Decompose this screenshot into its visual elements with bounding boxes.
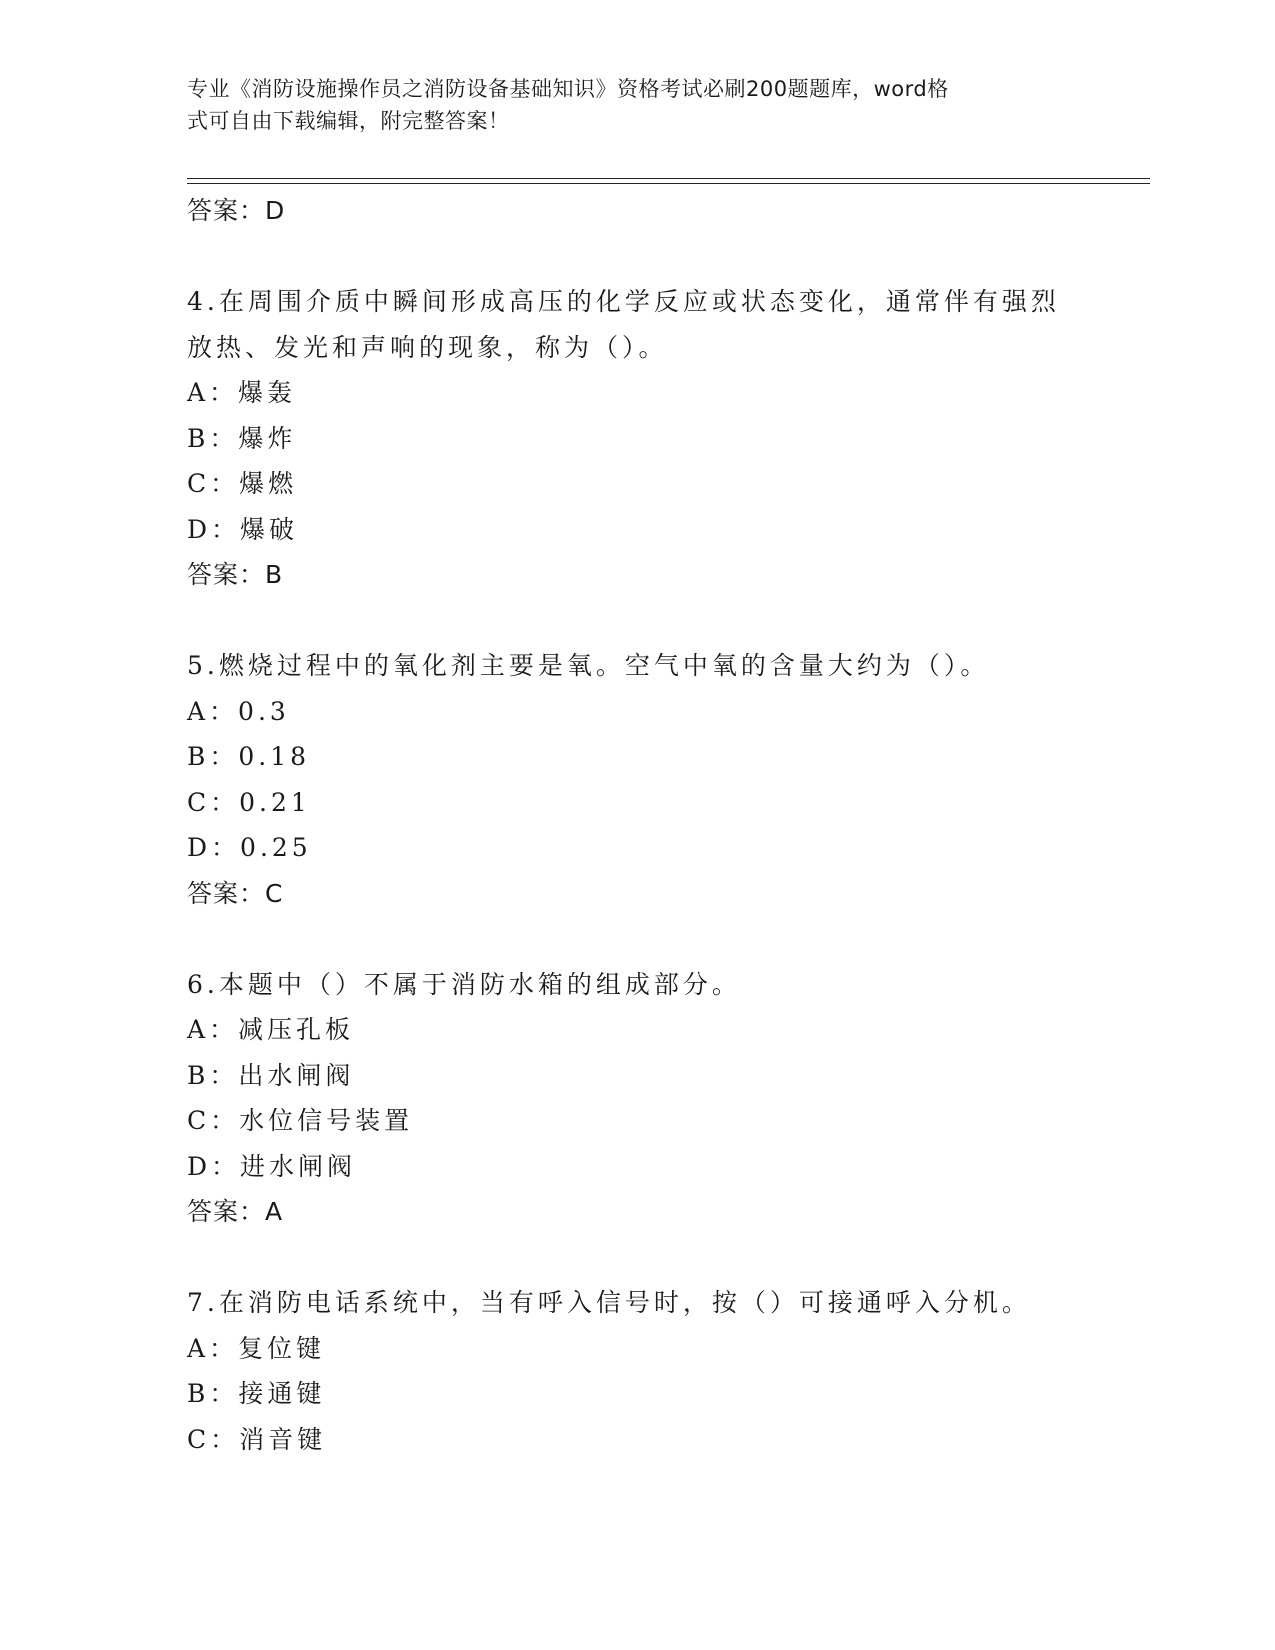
option-c: C：水位信号装置	[187, 1106, 414, 1135]
header-divider-bottom	[187, 183, 1150, 184]
question-block-4	[187, 279, 1147, 598]
option-d: D：0.25	[187, 833, 312, 862]
option-a: A：减压孔板	[187, 1015, 355, 1044]
option-d: D：进水闸阀	[187, 1151, 357, 1181]
option-b: B：0.18	[187, 742, 311, 771]
option-c: C：消音键	[187, 1424, 327, 1454]
option-d: D：爆破	[187, 514, 299, 544]
header-line-2: 式可自由下载编辑，附完整答案！	[187, 109, 510, 133]
question-block-5	[187, 643, 1147, 916]
question-block-7	[187, 1280, 1147, 1462]
option-c: C：0.21	[187, 787, 311, 817]
question-stem: 4.在周围介质中瞬间形成高压的化学反应或状态变化，通常伴有强烈	[187, 287, 1060, 316]
answer-line: 答案：C	[187, 878, 284, 908]
spacer	[187, 916, 1147, 962]
spacer	[187, 234, 1147, 280]
answer-line: 答案：A	[187, 1197, 284, 1226]
spacer	[187, 1235, 1147, 1281]
answer-line: 答案：B	[187, 560, 284, 589]
question-content	[187, 188, 1147, 1462]
question-stem: 5.燃烧过程中的氧化剂主要是氧。空气中氧的含量大约为（）。	[187, 651, 990, 680]
option-a: A：爆轰	[187, 378, 297, 407]
header-divider-top	[187, 178, 1150, 179]
question-stem: 7.在消防电话系统中，当有呼入信号时，按（）可接通呼入分机。	[187, 1288, 1031, 1317]
option-a: A：复位键	[187, 1333, 326, 1363]
answer-line: 答案：D	[187, 196, 286, 225]
header-line-1: 专业《消防设施操作员之消防设备基础知识》资格考试必刷200题题库，word格	[187, 77, 949, 101]
option-b: B：出水闸阀	[187, 1060, 355, 1090]
option-b: B：爆炸	[187, 423, 297, 453]
question-block-6	[187, 962, 1147, 1235]
option-b: B：接通键	[187, 1379, 326, 1408]
question-stem: 放热、发光和声响的现象，称为（）。	[187, 332, 668, 362]
question-stem: 6.本题中（）不属于消防水箱的组成部分。	[187, 969, 741, 999]
document-header	[187, 73, 1087, 137]
spacer	[187, 598, 1147, 644]
option-a: A：0.3	[187, 696, 290, 726]
option-c: C：爆燃	[187, 469, 298, 498]
